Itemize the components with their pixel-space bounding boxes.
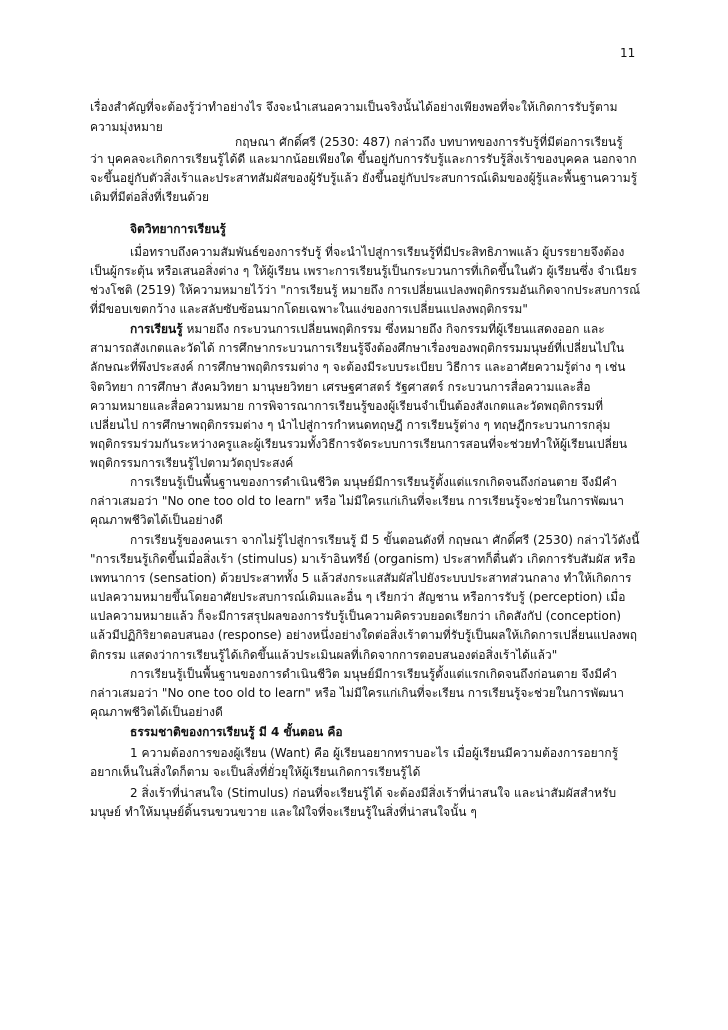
text-line: แล้วมีปฏิกิริยาตอบสนอง (response) อย่างหนึ่งอย่างใดต่อสิ่งเร้าตามที่รับรู้เป็นผลให้เกิดการเปลี่ยนแปลงพฤ [90, 628, 637, 642]
text-line: กล่าวเสมอว่า "No one too old to learn" หรือ ไม่มีใครแก่เกินที่จะเรียน การเรียนรู้จะช่วยในการพัฒนา [90, 686, 625, 700]
page-number: 11 [620, 46, 636, 60]
text-line: 1 ความต้องการของผู้เรียน (Want) คือ ผู้เรียนอยากทราบอะไร เมื่อผู้เรียนมีความต้องการอยากรู้ [130, 746, 619, 760]
text-line: "การเรียนรู้เกิดขึ้นเมื่อสิ่งเร้า (stimulus) มาเร้าอินทรีย์ (organism) ประสาทก็ตื่นตัว เกิดการรับสัมผัส หรือ [90, 552, 636, 566]
section-heading: จิตวิทยาการเรียนรู้ [130, 222, 226, 236]
text-line: คุณภาพชีวิตได้เป็นอย่างดี [90, 513, 223, 527]
text-line: เมื่อทราบถึงความสัมพันธ์ของการรับรู้ ที่จะนำไปสู่การเรียนรู้ที่มีประสิทธิภาพแล้ว ผู้บรรยายจึงต้อง [130, 245, 625, 259]
text-line: เปลี่ยนไป การศึกษาพฤติกรรมต่าง ๆ นำไปสู่การกำหนดทฤษฎี การเรียนรู้ต่าง ๆ ทฤษฎีกระบวนการกลุ่ม [90, 418, 611, 432]
text-line: เพทนาการ (sensation) ด้วยประสาททั้ง 5 แล้วส่งกระแสสัมผัสไปยังระบบประสาทส่วนกลาง ทำให้เกิดการ [90, 571, 632, 585]
text-line: สามารถสังเกตและวัดได้ การศึกษากระบวนการเรียนรู้จึงต้องศึกษาเรื่องของพฤติกรรมมนุษย์ที่เปลี่ยนไปใน [90, 341, 625, 355]
text-line: คุณภาพชีวิตได้เป็นอย่างดี [90, 705, 223, 719]
text-line: กฤษณา ศักดิ์ศรี (2530: 487) กล่าวถึง บทบาทของการรับรู้ที่มีต่อการเรียนรู้ [235, 135, 623, 149]
text-line: ความมุ่งหมาย [90, 120, 163, 134]
text-line: ลักษณะที่พึงประสงค์ การศึกษาพฤติกรรมต่าง ๆ จะต้องมีระบบระเบียบ วิธีการ และอาศัยความรู้ต่าง ๆ เช่น [90, 360, 626, 374]
text-line: เดิมที่มีต่อสิ่งที่เรียนด้วย [90, 190, 210, 204]
text-line: ที่มีขอบเขตกว้าง และสลับซับซ้อนมากโดยเฉพาะในแง่ของการเปลี่ยนแปลงพฤติกรรม" [90, 302, 528, 316]
text-line: แปลความหมายขึ้นโดยอาศัยประสบการณ์เดิมและอื่น ๆ เรียกว่า สัญชาน หรือการรับรู้ (perception) เมื่อ [90, 590, 626, 604]
text-line: ติกรรม แสดงว่าการเรียนรู้ได้เกิดขึ้นแล้วประเมินผลที่เกิดจากการตอบสนองต่อสิ่งเร้าได้แล้ว" [90, 648, 558, 662]
text-line: การเรียนรู้เป็นพื้นฐานของการดำเนินชีวิต มนุษย์มีการเรียนรู้ตั้งแต่แรกเกิดจนถึงก่อนตาย จึงมีคำ [130, 667, 617, 681]
text-line: อยากเห็นในสิ่งใดก็ตาม จะเป็นสิ่งที่ยั่วยุให้ผู้เรียนเกิดการเรียนรู้ได้ [90, 765, 421, 779]
text-line: การเรียนรู้ของคนเรา จากไม่รู้ไปสู่การเรียนรู้ มี 5 ขั้นตอนดังที่ กฤษณา ศักดิ์ศรี (2530) กล่าวไว้ดังนี้ [130, 533, 640, 547]
text-line: จิตวิทยา การศึกษา สังคมวิทยา มานุษยวิทยา เศรษฐศาสตร์ รัฐศาสตร์ กระบวนการสื่อความและสื่อ [90, 380, 591, 394]
text-line: การเรียนรู้เป็นพื้นฐานของการดำเนินชีวิต มนุษย์มีการเรียนรู้ตั้งแต่แรกเกิดจนถึงก่อนตาย จึงมีคำ [130, 475, 617, 489]
text-line: พฤติกรรมการเรียนรู้ไปตามวัตถุประสงค์ [90, 456, 294, 470]
text-line: เป็นผู้กระตุ้น หรือเสนอสิ่งต่าง ๆ ให้ผู้เรียน เพราะการเรียนรู้เป็นกระบวนการที่เกิดขึ้นในตัว ผู้เรียนซึ่ง จำเนียร [90, 264, 637, 278]
text-line: มนุษย์ ทำให้มนุษย์ดิ้นรนขวนขวาย และใฝ่ใจที่จะเรียนรู้ในสิ่งที่น่าสนใจนั้น ๆ [90, 805, 477, 819]
bold-term: การเรียนรู้ [130, 322, 183, 336]
text-line: เรื่องสำคัญที่จะต้องรู้ว่าทำอย่างไร จึงจะนำเสนอความเป็นจริงนั้นได้อย่างเพียงพอที่จะให้เกิดการรับรู้ตาม [90, 100, 618, 114]
text-line: ช่วงโชติ (2519) ให้ความหมายไว้ว่า "การเรียนรู้ หมายถึง การเปลี่ยนแปลงพฤติกรรมอันเกิดจากประสบการณ์ [90, 283, 641, 297]
text-line: แปลความหมายแล้ว ก็จะมีการสรุปผลของการรับรู้เป็นความคิดรวบยอดเรียกว่า เกิดสังกัป (conception) [90, 609, 622, 623]
text-line: ว่า บุคคลจะเกิดการเรียนรู้ได้ดี และมากน้อยเพียงใด ขึ้นอยู่กับการรับรู้และการรับรู้สิ่งเร้าของบุคคล นอกจาก [90, 152, 637, 166]
text-line: 2 สิ่งเร้าที่น่าสนใจ (Stimulus) ก่อนที่จะเรียนรู้ได้ จะต้องมีสิ่งเร้าที่น่าสนใจ และน่าสัมผัสสำหรับ [130, 786, 617, 800]
section-heading: ธรรมชาติของการเรียนรู้ มี 4 ขั้นตอน คือ [130, 725, 343, 739]
text-line [130, 322, 605, 336]
text-line: กล่าวเสมอว่า "No one too old to learn" หรือ ไม่มีใครแก่เกินที่จะเรียน การเรียนรู้จะช่วยในการพัฒนา [90, 494, 625, 508]
text-line: ความหมายและสื่อความหมาย การพิจารณาการเรียนรู้ของผู้เรียนจำเป็นต้องสังเกตและวัดพฤติกรรมที่ [90, 399, 603, 413]
line-text: หมายถึง กระบวนการเปลี่ยนพฤติกรรม ซึ่งหมายถึง กิจกรรมที่ผู้เรียนแสดงออก และ [182, 322, 605, 336]
text-line: พฤติกรรมร่วมกันระหว่างครูและผู้เรียนรวมทั้งวิธีการจัดระบบการเรียนการสอนที่จะช่วยทำให้ผู้เรียนเปลี่ยน [90, 437, 628, 451]
text-line: จะขึ้นอยู่กับตัวสิ่งเร้าและประสาทสัมผัสของผู้รับรู้แล้ว ยังขึ้นอยู่กับประสบการณ์เดิมของผู้รู้และพื้นฐานความรู้ [90, 171, 638, 185]
